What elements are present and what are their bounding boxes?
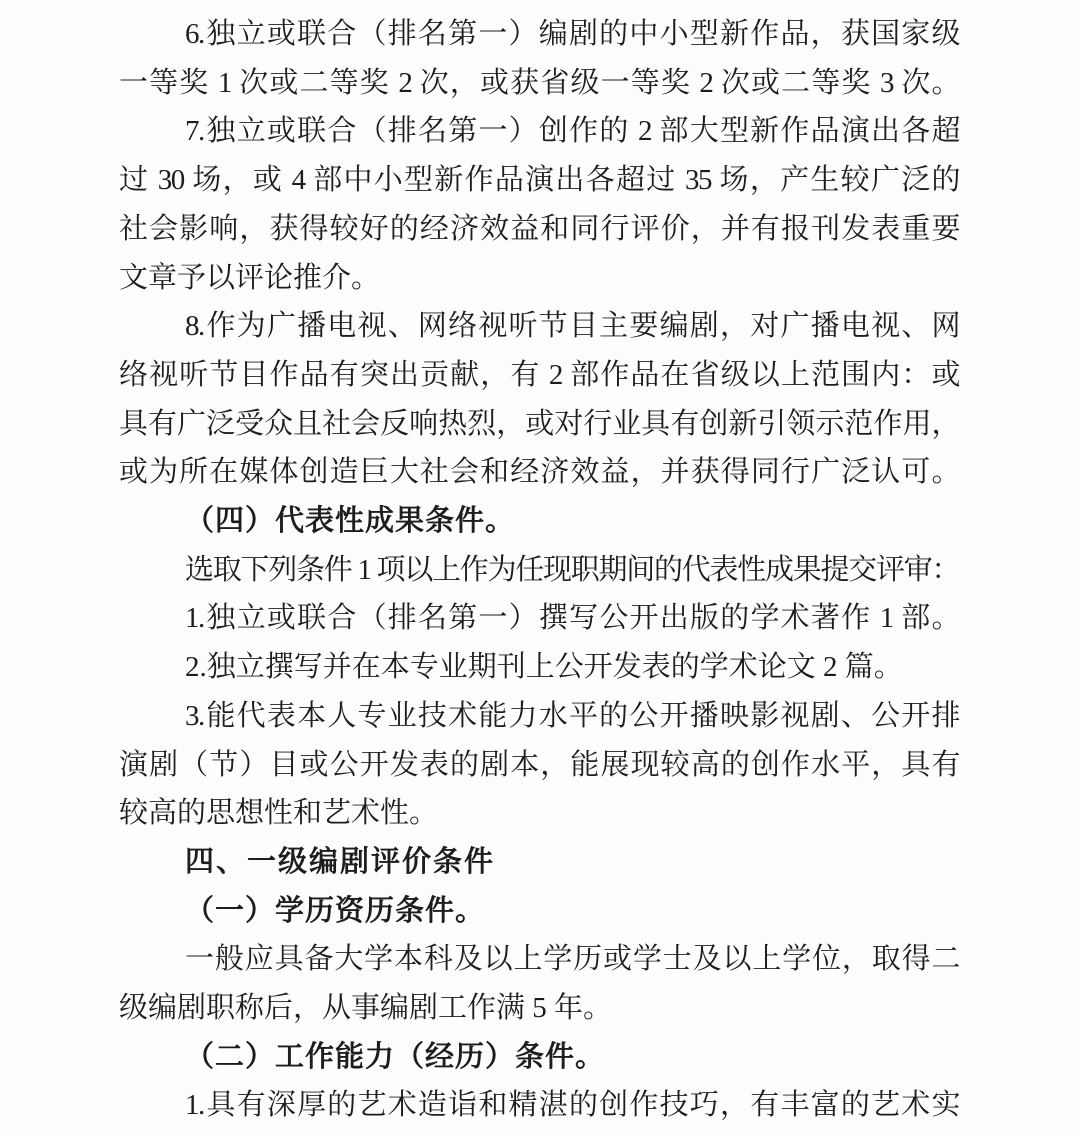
paragraph-item-7 <box>119 107 959 302</box>
text-line: 3.能代表本人专业技术能力水平的公开播映影视剧、公开排 <box>185 699 959 732</box>
paragraph-item-6 <box>119 10 959 107</box>
paragraph-item-8 <box>119 302 959 497</box>
paragraph-item-1 <box>119 594 959 643</box>
text-line: 7.独立或联合（排名第一）创作的 2 部大型新作品演出各超 <box>185 115 959 148</box>
text-line: 2.独立撰写并在本专业期刊上公开发表的学术论文 2 篇。 <box>185 651 903 684</box>
paragraph-item-2 <box>119 643 959 692</box>
heading-line: （四）代表性成果条件。 <box>185 505 516 538</box>
heading-subsection-4 <box>119 497 959 546</box>
text-line: 或为所在媒体创造巨大社会和经济效益，并获得同行广泛认可。 <box>119 456 959 489</box>
heading-line: 四、一级编剧评价条件 <box>185 845 496 878</box>
text-line: 1.具有深厚的艺术造诣和精湛的创作技巧，有丰富的艺术实 <box>185 1089 959 1122</box>
paragraph-ability-item-1 <box>119 1081 959 1130</box>
text-line: 社会影响，获得较好的经济效益和同行评价，并有报刊发表重要 <box>119 212 959 245</box>
text-line: 1.独立或联合（排名第一）撰写公开出版的学术著作 1 部。 <box>185 602 959 635</box>
text-line: 8.作为广播电视、网络视听节目主要编剧，对广播电视、网 <box>185 310 959 343</box>
heading-line: （一）学历资历条件。 <box>185 894 486 927</box>
text-line: 演剧（节）目或公开发表的剧本，能展现较高的创作水平，具有 <box>119 748 959 781</box>
text-line: 6.独立或联合（排名第一）编剧的中小型新作品，获国家级 <box>185 18 959 50</box>
heading-line: （二）工作能力（经历）条件。 <box>185 1040 606 1073</box>
paragraph-intro-representative-works <box>119 546 959 595</box>
paragraph-qualification <box>119 935 959 1032</box>
text-line: 过 30 场，或 4 部中小型新作品演出各超过 35 场，产生较广泛的 <box>119 164 959 197</box>
text-line: 一等奖 1 次或二等奖 2 次，或获省级一等奖 2 次或二等奖 3 次。 <box>119 66 959 99</box>
heading-subsection-2 <box>119 1033 959 1082</box>
text-line: 选取下列条件 1 项以上作为任现职期间的代表性成果提交评审： <box>185 553 959 586</box>
text-line: 一般应具备大学本科及以上学历或学士及以上学位，取得二 <box>185 943 959 976</box>
text-line: 文章予以评论推介。 <box>119 261 381 294</box>
text-line: 较高的思想性和艺术性。 <box>119 797 439 830</box>
text-line: 具有广泛受众且社会反响热烈，或对行业具有创新引领示范作用， <box>119 407 959 440</box>
heading-subsection-1 <box>119 887 959 936</box>
text-line: 络视听节目作品有突出贡献，有 2 部作品在省级以上范围内：或 <box>119 358 959 391</box>
paragraph-item-3 <box>119 692 959 838</box>
heading-chapter-4 <box>119 838 959 887</box>
text-line: 级编剧职称后，从事编剧工作满 5 年。 <box>119 992 613 1025</box>
